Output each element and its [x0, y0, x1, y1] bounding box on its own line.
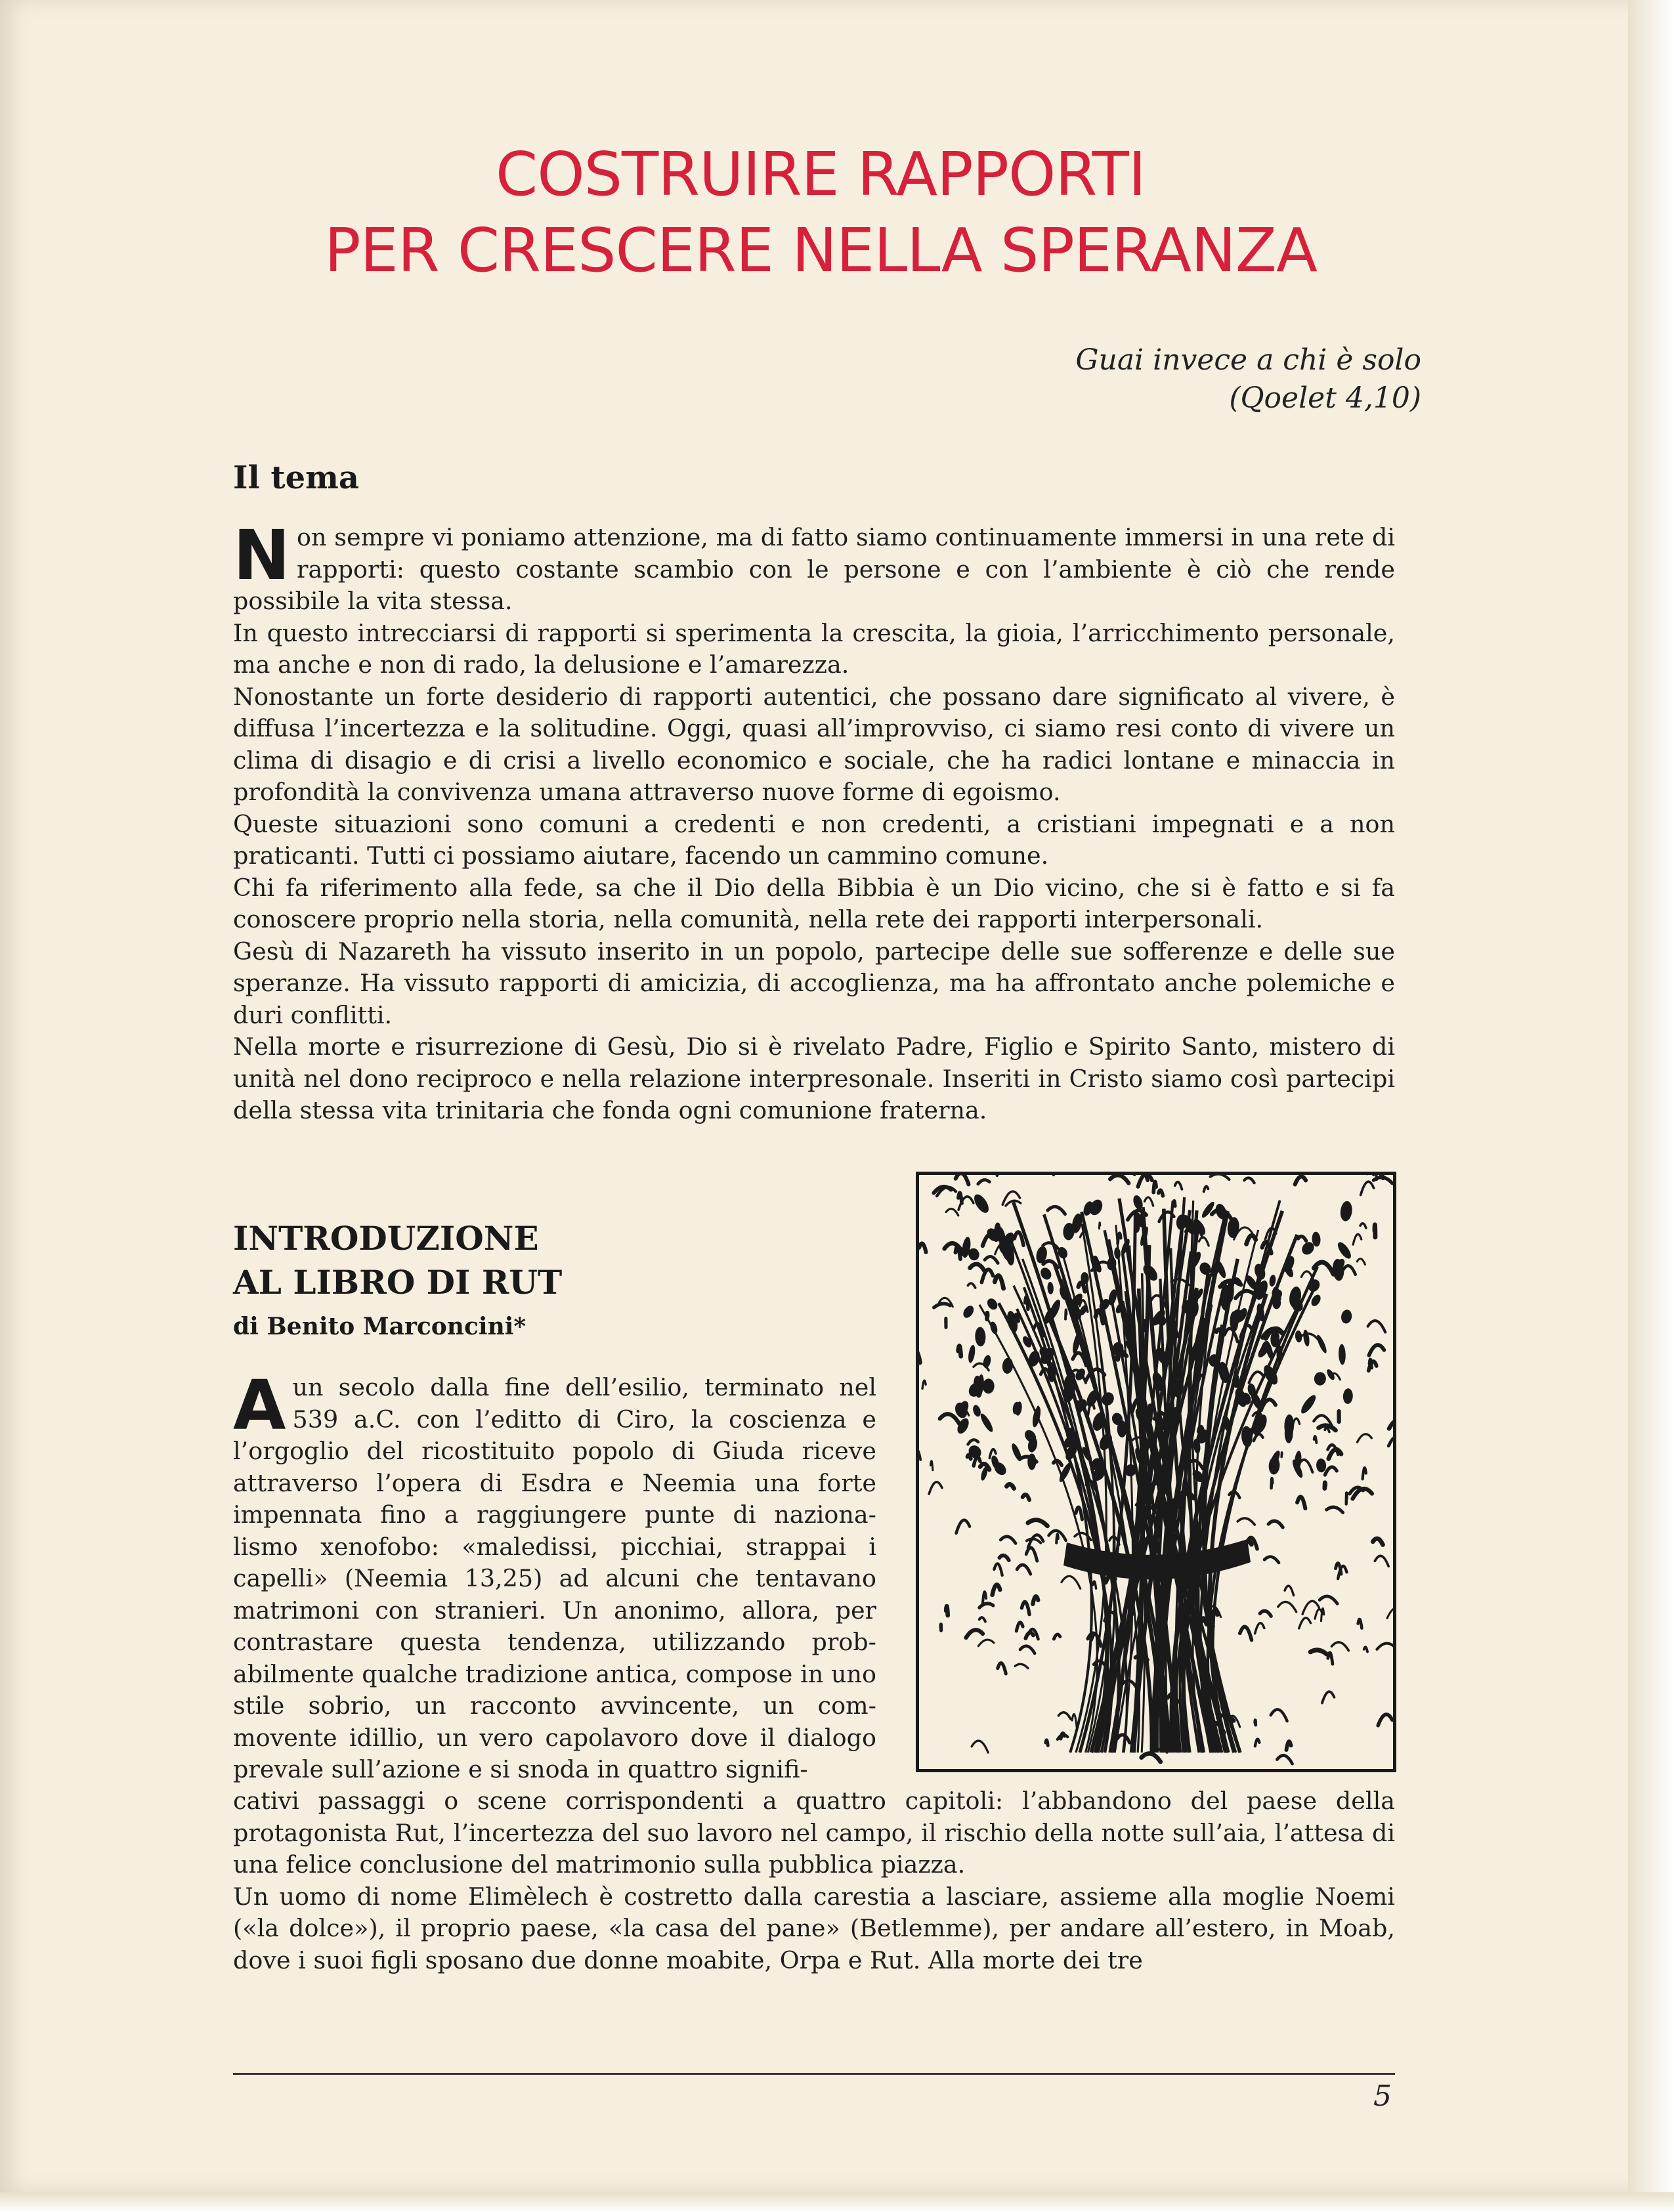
woodcut-hatch	[1264, 1557, 1279, 1563]
woodcut-hatch	[994, 1563, 1002, 1575]
theme-paragraph: Nonostante un forte desiderio di rapporti autentici, che possano dare significato al vivere, è diffusa l’incertezza e la solitudine. Oggi, quasi all’improvviso, ci siamo resi conto di vivere un clima di disagio e di crisi a livello economico e sociale, che ha radici lontane e minaccia in profondità la convivenza umana attraverso nuove forme di egoismo.	[233, 682, 1395, 806]
woodcut-hatch	[1240, 1627, 1252, 1640]
woodcut-hatch	[1026, 1548, 1037, 1561]
drop-cap: A	[233, 1365, 286, 1445]
woodcut-hatch	[1255, 1720, 1256, 1725]
woodcut-hatch	[1299, 1618, 1311, 1628]
woodcut-hatch	[1361, 1181, 1374, 1195]
woodcut-hatch	[1343, 1266, 1356, 1274]
woodcut-hatch	[1373, 1539, 1383, 1544]
woodcut-stalk	[1208, 1288, 1314, 1753]
woodcut-hatch	[1153, 1181, 1156, 1192]
woodcut-hatch	[997, 1175, 1002, 1176]
woodcut-hatch	[1375, 1556, 1388, 1566]
woodcut-hatch	[934, 1304, 951, 1308]
article-title-line-2: PER CRESCERE NELLA SPERANZA	[324, 215, 1317, 286]
section-heading-theme: Il tema	[233, 459, 359, 496]
woodcut-hatch	[1377, 1644, 1393, 1649]
woodcut-hatch	[1244, 1178, 1254, 1183]
woodcut-hatch	[1353, 1234, 1362, 1244]
woodcut-hatch	[940, 1414, 959, 1423]
woodcut-hatch	[1357, 1259, 1365, 1265]
theme-paragraph: Queste situazioni sono comuni a credenti e non credenti, a cristiani impegnati e a non praticanti. Tutti ci possiamo aiutare, facendo un cammino comune.	[233, 809, 1395, 870]
woodcut-grain	[983, 1378, 995, 1393]
woodcut-hatch	[1310, 1650, 1327, 1654]
woodcut-grain	[1047, 1362, 1056, 1382]
woodcut-hatch	[1287, 1741, 1291, 1750]
woodcut-hatch	[1014, 1232, 1023, 1245]
woodcut-hatch	[1314, 1436, 1317, 1443]
woodcut-hatch	[1378, 1714, 1392, 1726]
woodcut-hatch	[946, 1209, 958, 1216]
woodcut-hatch	[1255, 1623, 1264, 1634]
woodcut-hatch	[1329, 1449, 1341, 1458]
woodcut-hatch	[1099, 1222, 1100, 1228]
woodcut-hatch	[968, 1440, 978, 1445]
woodcut-hatch	[1142, 1753, 1161, 1762]
woodcut-hatch	[1322, 1691, 1334, 1703]
woodcut-grain	[1114, 1247, 1121, 1260]
woodcut-hatch	[1093, 1581, 1096, 1588]
woodcut-hatch	[1033, 1596, 1038, 1604]
woodcut-hatch	[1235, 1291, 1255, 1298]
woodcut-hatch	[1028, 1520, 1048, 1526]
woodcut-grain	[1339, 1201, 1353, 1222]
woodcut-hatch	[929, 1482, 942, 1494]
woodcut-hatch	[1325, 1467, 1337, 1475]
woodcut-hatch	[1175, 1182, 1182, 1189]
woodcut-hatch	[978, 1180, 989, 1184]
article-title-line-1: COSTRUIRE RAPPORTI	[495, 139, 1146, 209]
woodcut-hatch	[1048, 1206, 1065, 1214]
woodcut-hatch	[1277, 1755, 1292, 1764]
woodcut-hatch	[1006, 1484, 1014, 1488]
theme-body	[233, 515, 1395, 1127]
woodcut-hatch	[1046, 1740, 1048, 1745]
woodcut-hatch	[1271, 1709, 1287, 1721]
woodcut-hatch	[1281, 1453, 1282, 1457]
woodcut-hatch	[1211, 1175, 1230, 1180]
woodcut-hatch	[1388, 1436, 1393, 1446]
woodcut-hatch	[956, 1520, 970, 1533]
woodcut-grain	[1010, 1442, 1023, 1462]
woodcut-hatch	[1272, 1478, 1273, 1488]
woodcut-hatch	[1062, 1576, 1081, 1588]
woodcut-grain	[1335, 1240, 1353, 1260]
intro-continued-text	[233, 1785, 1395, 1976]
woodcut-hatch	[1144, 1197, 1153, 1206]
woodcut-hatch	[1025, 1632, 1033, 1638]
woodcut-hatch	[930, 1461, 932, 1470]
woodcut-grain	[1302, 1329, 1310, 1347]
woodcut-hatch	[1268, 1521, 1283, 1527]
woodcut-hatch	[993, 1585, 1000, 1595]
woodcut-hatch	[1325, 1428, 1329, 1432]
woodcut-grain	[1316, 1458, 1327, 1473]
woodcut-hatch	[972, 1741, 988, 1753]
page-bottom-edge	[0, 2192, 1674, 2212]
woodcut-hatch	[1300, 1334, 1320, 1341]
woodcut-hatch	[966, 1630, 983, 1638]
woodcut-hatch	[1159, 1190, 1163, 1196]
woodcut-hatch	[1368, 1321, 1386, 1332]
woodcut-grain	[1200, 1200, 1216, 1219]
woodcut-hatch	[1389, 1419, 1393, 1428]
woodcut-hatch	[999, 1556, 1008, 1560]
epigraph-quote: Guai invece a chi è solo	[1075, 343, 1421, 377]
woodcut-hatch	[1020, 1646, 1035, 1653]
woodcut-hatch	[1327, 1507, 1343, 1512]
woodcut-hatch	[1065, 1309, 1066, 1319]
woodcut-hatch	[1298, 1237, 1306, 1241]
woodcut-hatch	[1358, 1619, 1362, 1628]
woodcut-grain	[1315, 1334, 1328, 1354]
woodcut-hatch	[1260, 1611, 1271, 1616]
woodcut-hatch	[1331, 1642, 1348, 1651]
woodcut-drawing	[919, 1175, 1393, 1769]
woodcut-hatch	[1204, 1186, 1209, 1191]
theme-paragraph: Nella morte e risurrezione di Gesù, Dio si è rivelato Padre, Figlio e Spirito Santo, mistero di unità nel dono reciproco e nella relazione interpresonale. Inseriti in Cristo siamo così partecipi della stessa vita trinitaria che fonda ogni comunione fraterna.	[233, 1032, 1395, 1124]
woodcut-hatch	[985, 1256, 998, 1263]
woodcut-grain	[1314, 1372, 1326, 1386]
woodcut-hatch	[1295, 1176, 1306, 1184]
woodcut-hatch	[1000, 1537, 1016, 1543]
woodcut-hatch	[979, 1617, 985, 1621]
woodcut-grain	[961, 1304, 976, 1319]
theme-paragraph-1: Non sempre vi poniamo attenzione, ma di fatto siamo continuamente immersi in una rete di rapporti: questo costante scambio con le persone e con l’ambiente è ciò che rende possibile la vita stessa.	[233, 515, 1395, 615]
woodcut-hatch	[946, 1606, 948, 1615]
woodcut-hatch	[1363, 1468, 1366, 1479]
author-byline: di Benito Marconcini*	[233, 1313, 526, 1340]
woodcut-grain	[985, 1296, 1000, 1311]
footer-rule	[233, 2073, 1395, 2075]
woodcut-grain	[1339, 1344, 1346, 1365]
woodcut-hatch	[1297, 1497, 1305, 1508]
woodcut-hatch	[956, 1175, 969, 1184]
woodcut-grain	[979, 1412, 995, 1434]
woodcut-hatch	[1017, 1565, 1031, 1574]
woodcut-grain	[1342, 1388, 1353, 1404]
page-number: 5	[1373, 2079, 1392, 2113]
woodcut-hatch	[995, 1275, 1003, 1288]
woodcut-hatch	[970, 1264, 985, 1272]
woodcut-hatch	[1110, 1175, 1128, 1183]
woodcut-hatch	[1364, 1647, 1367, 1651]
theme-paragraph: Chi fa riferimento alla fede, sa che il Dio della Bibbia è un Dio vicino, che si è fatto e si fa conoscere proprio nella storia, nella comunità, nella rete dei rapporti interpersonali.	[233, 873, 1395, 933]
woodcut-hatch	[1076, 1507, 1083, 1520]
woodcut-hatch	[1255, 1739, 1260, 1747]
woodcut-hatch	[919, 1351, 920, 1363]
woodcut-hatch	[1237, 1518, 1255, 1525]
woodcut-hatch	[1015, 1664, 1028, 1668]
intro-paragraph: Un uomo di nome Elimèlech è costretto dalla carestia a lasciare, assieme alla moglie Noemi («la dolce»), il proprio paese, «la casa del pane» (Betlemme), per andare all’estero, in Moab, dove i suoi figli sposano due donne moabite, Orpa e Rut. Alla morte dei tre	[233, 1882, 1395, 1974]
woodcut-hatch	[1360, 1223, 1366, 1228]
woodcut-grain	[1269, 1274, 1277, 1287]
drop-cap: N	[233, 515, 291, 595]
woodcut-grain	[1325, 1368, 1336, 1381]
woodcut-grain	[1002, 1357, 1014, 1374]
woodcut-grain	[1341, 1309, 1353, 1324]
section-heading-intro-line-1: INTRODUZIONE	[233, 1219, 539, 1258]
woodcut-hatch	[1285, 1586, 1293, 1595]
woodcut-hatch	[919, 1451, 920, 1460]
woodcut-hatch	[978, 1640, 994, 1646]
woodcut-grain	[967, 1344, 976, 1363]
woodcut-hatch	[1021, 1602, 1029, 1614]
woodcut-hatch	[1320, 1596, 1337, 1604]
theme-paragraph: In questo intrecciarsi di rapporti si sperimenta la crescita, la gioia, l’arricchimento personale, ma anche e non di rado, la delusione e l’amarezza.	[233, 618, 1395, 679]
woodcut-hatch	[1016, 1623, 1023, 1631]
woodcut-hatch	[1278, 1602, 1297, 1611]
woodcut-hatch	[968, 1283, 975, 1288]
woodcut-hatch	[1199, 1237, 1209, 1246]
wheat-sheaf-woodcut-icon	[916, 1172, 1396, 1772]
woodcut-grain	[1142, 1319, 1148, 1332]
woodcut-grain	[982, 1354, 992, 1369]
woodcut-hatch	[1369, 1345, 1384, 1355]
woodcut-hatch	[1023, 1495, 1029, 1500]
page-edge	[1628, 0, 1674, 2212]
woodcut-hatch	[968, 1455, 971, 1459]
woodcut-hatch	[1346, 1493, 1347, 1504]
intro-column-text: Aun secolo dalla fine dell’esilio, terminato nel 539 a.C. con l’editto di Ciro, la coscienza e l’orgoglio del ricostituito popolo di Giuda riceve attraverso l’opera di Esdra e Neemia una forte impennata fino a raggiungere punte di naziona-lismo xenofobo: «maledissi, picchiai, strappai i capelli» (Neemia 13,25) ad alcuni che tentavano matrimoni con stranieri. Un anonimo, allora, per contrastare questa tendenza, utilizzando prob-abilmente qualche tradizione antica, compose in uno stile sobrio, un racconto avvincente, un com-movente idillio, un vero capolavoro dove il dialogo prevale sull’azione e si snoda in quattro signifi-	[233, 1365, 876, 1783]
epigraph-source: (Qoelet 4,10)	[1229, 381, 1421, 415]
woodcut-grain	[1047, 1282, 1054, 1294]
woodcut-hatch	[1056, 1535, 1058, 1543]
woodcut-grain	[1277, 1345, 1283, 1363]
woodcut-grain	[1298, 1393, 1318, 1415]
woodcut-grain	[1226, 1216, 1240, 1238]
woodcut-hatch	[958, 1346, 961, 1357]
section-heading-intro-line-2: AL LIBRO DI RUT	[233, 1263, 563, 1302]
woodcut-hatch	[1058, 1712, 1070, 1719]
woodcut-hatch	[1072, 1714, 1077, 1727]
woodcut-hatch	[919, 1243, 926, 1252]
theme-paragraph: Gesù di Nazareth ha vissuto inserito in un popolo, partecipe delle sue sofferenze e delle sue speranze. Ha vissuto rapporti di amicizia, di accoglienza, ma ha affrontato anche polemiche e duri conflitti.	[233, 937, 1395, 1029]
woodcut-hatch	[998, 1663, 1006, 1674]
intro-paragraph: cativi passaggi o scene corrispondenti a quattro capitoli: l’abbandono del paese della protagonista Rut, l’incertezza del suo lavoro nel campo, il rischio della notte sull’aia, l’attesa di una felice conclusione del matrimonio sulla pubblica piazza.	[233, 1787, 1395, 1879]
woodcut-grain	[1295, 1330, 1302, 1343]
woodcut-grain	[972, 1404, 982, 1418]
woodcut-hatch	[1358, 1434, 1372, 1442]
woodcut-hatch	[922, 1380, 926, 1388]
woodcut-hatch	[1387, 1607, 1393, 1618]
woodcut-hatch	[1079, 1283, 1085, 1291]
woodcut-hatch	[1054, 1634, 1060, 1639]
